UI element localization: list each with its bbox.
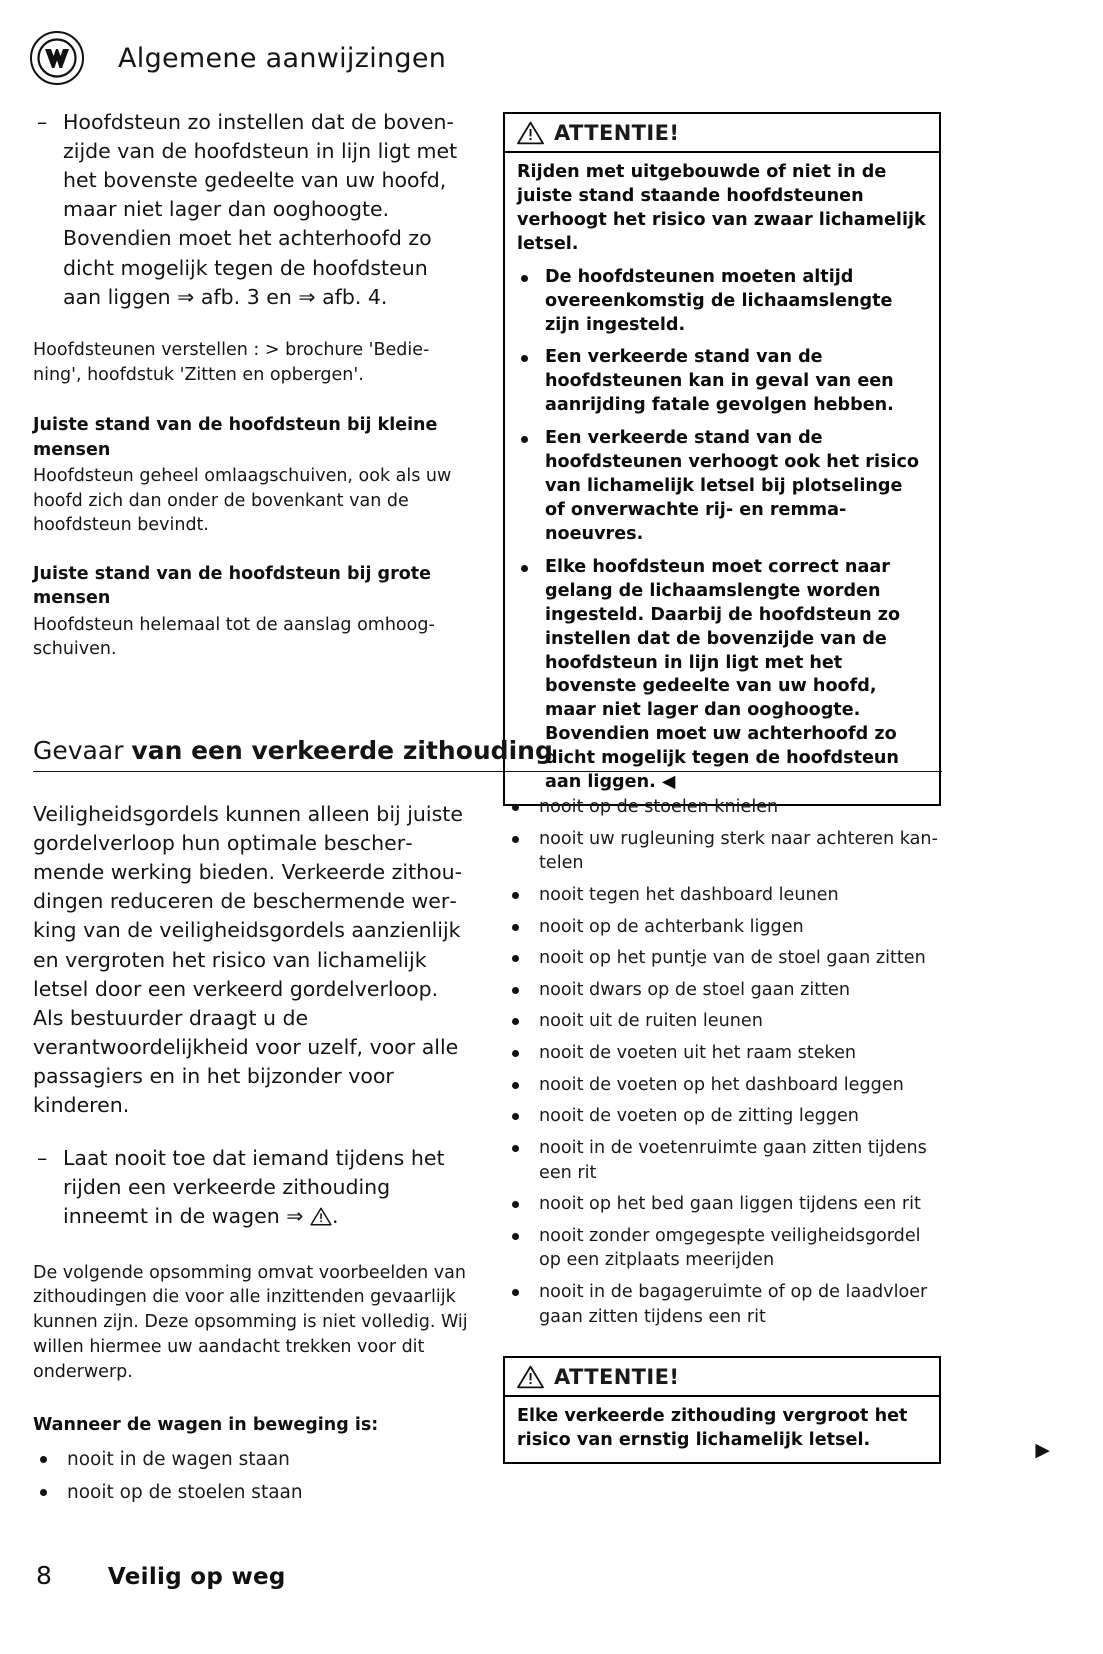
bullet-dot-icon xyxy=(512,1050,519,1057)
seating-intro-paragraph: Veiligheidsgordels kunnen alleen bij juiste gordelverloop hun optimale beschermende werking bieden. Verkeerde zithoudingen reduceren de beschermende werking van de veiligheidsgordels aanzienlijk en vergroten het risico van lichamelijk letsel door een verkeerd gordelverloop. Als bestuurder draagt u de verantwoordelijkheid voor uzelf, voor alle passagiers en in het bijzonder voor kinderen. xyxy=(33,802,463,1118)
bullet-dot-icon xyxy=(512,924,519,931)
list-item xyxy=(505,1192,945,1217)
list-item-label: nooit de voeten op de zitting leggen xyxy=(539,1106,859,1127)
bullet-dot-icon xyxy=(512,1289,519,1296)
bullet-dot-icon xyxy=(521,275,528,282)
page-number: 8 xyxy=(36,1561,52,1590)
list-item-label: nooit op de stoelen knielen xyxy=(539,797,779,817)
list-item-label: nooit zonder omgegespte veiligheidsgordel op een zitplaats meerijden xyxy=(539,1225,921,1271)
warning-bottom-text: Elke verkeerde zithouding vergroot het risico van ernstig lichamelijk letsel. xyxy=(517,1406,908,1450)
warning-top-bullet-text: Een verkeerde stand van de hoofdsteunen verhoogt ook het risico van lichamelijk letsel bij plotselinge of onverwachte rij- en remmanoeuvres. xyxy=(545,428,920,544)
list-item-label: nooit op de achterbank liggen xyxy=(539,916,804,937)
list-item xyxy=(505,1009,945,1034)
list-item-label: nooit uw rugleuning sterk naar achteren kantelen xyxy=(539,828,938,874)
lower-right-column xyxy=(505,795,945,1336)
bullet-dot-icon xyxy=(512,1113,519,1120)
list-item xyxy=(505,883,945,908)
seating-examples-paragraph: De volgende opsomming omvat voorbeelden van zithoudingen die voor alle inzittenden gevaarlijk kunnen zijn. Deze opsomming is niet volledig. Wij willen hiermee uw aandacht trekken voor dit onderwerp. xyxy=(33,1262,468,1382)
list-item-label: nooit dwars op de stoel gaan zitten xyxy=(539,979,851,1000)
list-item xyxy=(505,915,945,940)
list-item xyxy=(505,795,945,820)
warning-box-top-header xyxy=(505,114,939,153)
list-item xyxy=(505,1280,945,1329)
paragraph-small-people: Hoofdsteun geheel omlaagschuiven, ook als uw hoofd zich dan onder de bovenkant van de hoofdsteun bevindt. xyxy=(33,465,452,536)
list-item-label: nooit in de wagen staan xyxy=(67,1448,290,1470)
section-title xyxy=(33,736,942,771)
list-item-label: nooit uit de ruiten leunen xyxy=(539,1011,763,1032)
vw-logo-icon xyxy=(30,31,84,85)
dash-marker: – xyxy=(37,1146,48,1171)
list-item-label: nooit op de stoelen staan xyxy=(67,1481,303,1503)
list-item xyxy=(505,1073,945,1098)
warning-top-bullet-text: Een verkeerde stand van de hoofdsteunen kan in geval van een aanrijding fatale gevolgen hebben. xyxy=(545,347,894,416)
seating-dash-end: . xyxy=(331,1204,339,1229)
warning-top-intro: Rijden met uitgebouwde of niet in de juiste stand staande hoofdsteunen verhoogt het risico van zwaar lichamelijk letsel. xyxy=(517,162,926,254)
upper-left-column xyxy=(33,108,470,680)
list-item xyxy=(505,1136,945,1185)
footer-chapter-title: Veilig op weg xyxy=(107,1564,286,1590)
intro-paragraph-text: Hoofdsteun zo instellen dat de bovenzijde van de hoofdsteun in lijn ligt met het bovenste gedeelte van uw hoofd, maar niet lager dan ooghoogte. Bovendien moet het achterhoofd zo dicht mogelijk tegen de hoofdsteun aan liggen ⇒ afb. 3 en ⇒ afb. 4. xyxy=(63,110,458,309)
list-item xyxy=(505,978,945,1003)
page-title: Algemene aanwijzingen xyxy=(118,42,447,74)
list-item-label: nooit in de bagageruimte of op de laadvloer gaan zitten tijdens een rit xyxy=(539,1282,928,1327)
section-title-bold: van een verkeerde zithouding xyxy=(131,736,553,765)
bullet-dot-icon xyxy=(521,355,528,362)
warning-top-bullet xyxy=(517,266,928,338)
warning-top-bullet xyxy=(517,346,928,418)
page-header xyxy=(30,30,1070,86)
list-item-label: nooit de voeten uit het raam steken xyxy=(539,1043,857,1063)
warning-top-bullet xyxy=(517,427,928,547)
section-title-light: Gevaar xyxy=(33,736,124,765)
bullet-dot-icon xyxy=(512,804,519,811)
bullet-dot-icon xyxy=(512,987,519,994)
subheading-small-people: Juiste stand van de hoofdsteun bij kleine mensen xyxy=(33,415,438,460)
section-heading-block xyxy=(33,736,942,772)
warning-box-bottom-body xyxy=(505,1397,939,1462)
lower-left-column xyxy=(33,800,470,1513)
page-footer xyxy=(36,1561,286,1590)
warning-top-bullet-text: De hoofdsteunen moeten altijd overeenkomstig de lichaamslengte zijn ingesteld. xyxy=(545,266,893,335)
bullet-dot-icon xyxy=(512,955,519,962)
bullet-dot-icon xyxy=(40,1489,47,1496)
bullet-dot-icon xyxy=(512,1201,519,1208)
warning-box-bottom-header xyxy=(505,1358,939,1397)
warning-triangle-icon xyxy=(310,1205,332,1234)
dash-marker: – xyxy=(37,110,48,134)
list-item-label: nooit op het bed gaan liggen tijdens een rit xyxy=(539,1194,921,1215)
warning-box-top xyxy=(503,112,941,806)
list-item xyxy=(33,1480,470,1506)
list-item xyxy=(505,946,945,971)
list-item xyxy=(505,1224,945,1273)
bullet-dot-icon xyxy=(512,892,519,899)
bullet-dot-icon xyxy=(512,1082,519,1089)
bullet-dot-icon xyxy=(512,836,519,843)
seating-dash-paragraph xyxy=(33,1144,470,1234)
list-item-label: nooit tegen het dashboard leunen xyxy=(539,884,839,905)
bullet-dot-icon xyxy=(40,1456,47,1463)
warning-triangle-icon xyxy=(517,121,544,145)
subheading-tall-people: Juiste stand van de hoofdsteun bij grote mensen xyxy=(33,564,431,609)
reference-paragraph: Hoofdsteunen verstellen : > brochure 'Bediening', hoofdstuk 'Zitten en opbergen'. xyxy=(33,339,430,385)
paragraph-tall-people: Hoofdsteun helemaal tot de aanslag omhoogschuiven. xyxy=(33,614,435,660)
section-divider xyxy=(33,771,942,772)
intro-dash-paragraph xyxy=(33,108,470,312)
bullet-dot-icon xyxy=(512,1145,519,1152)
warning-box-top-title: ATTENTIE! xyxy=(554,121,680,145)
list-item xyxy=(505,1041,945,1066)
list-item-label: nooit op het puntje van de stoel gaan zitten xyxy=(539,948,926,969)
list-item xyxy=(505,1104,945,1129)
list-item-label: nooit de voeten op het dashboard leggen xyxy=(539,1074,904,1095)
bullet-dot-icon xyxy=(521,436,528,443)
list-item xyxy=(33,1447,470,1473)
bullet-dot-icon xyxy=(512,1233,519,1240)
warning-triangle-icon xyxy=(517,1365,544,1389)
warning-box-bottom-title: ATTENTIE! xyxy=(554,1365,680,1389)
seating-dash-text: Laat nooit toe dat iemand tijdens het rijden een verkeerde zithouding inneemt in de wagen ⇒ xyxy=(63,1146,445,1229)
bullet-dot-icon xyxy=(512,1018,519,1025)
bullet-dot-icon xyxy=(521,565,528,572)
warning-box-bottom xyxy=(503,1356,941,1464)
warning-box-top-body xyxy=(505,153,939,804)
subheading-vehicle-moving: Wanneer de wagen in beweging is: xyxy=(33,1414,379,1435)
warning-top-bullet-text: Elke hoofdsteun moet correct naar gelang de lichaamslengte worden ingesteld. Daarbij de hoofdsteun zo instellen dat de bovenzijde van de hoofdsteun in lijn ligt met het bovenste gedeelte van uw hoofd, maar niet lager dan ooghoogte. Bovendien moet uw achterhoofd zo dicht mogelijk tegen de hoofdsteun aan liggen. ◀ xyxy=(545,556,901,793)
list-item-label: nooit in de voetenruimte gaan zitten tijdens een rit xyxy=(539,1137,927,1183)
list-item xyxy=(505,827,945,876)
continuation-arrow-icon: ▶ xyxy=(1035,1440,1050,1461)
